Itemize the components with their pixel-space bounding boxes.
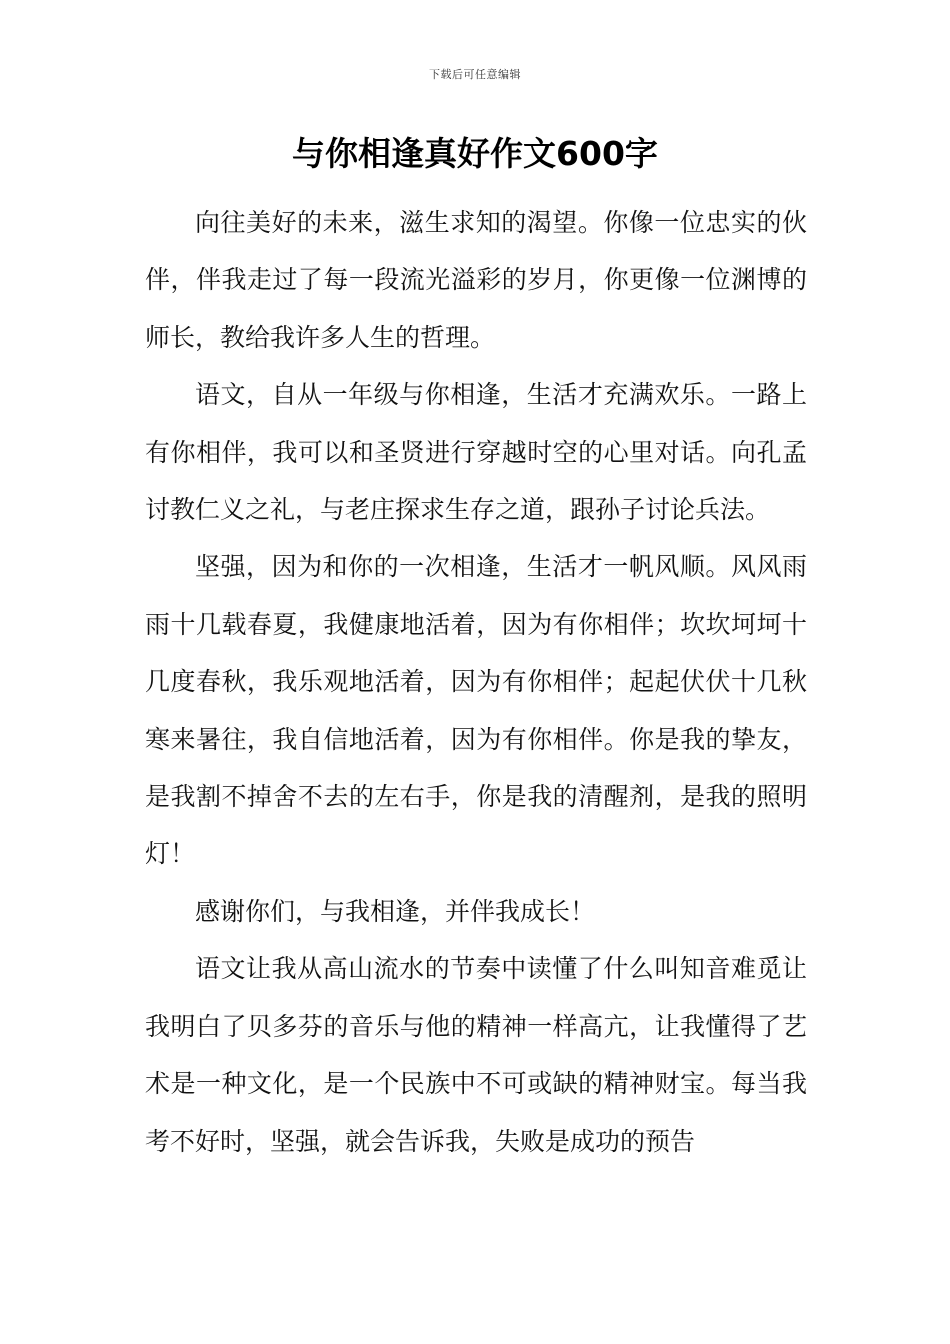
paragraph: 感谢你们，与我相逢，并伴我成长！: [195, 896, 596, 926]
header-note: 下载后可任意编辑: [429, 68, 521, 81]
document-body: [145, 194, 807, 1170]
paragraph: 语文，自从一年级与你相逢，生活才充满欢乐。一路上有你相伴，我可以和圣贤进行穿越时空的心里对话。向孔孟讨教仁义之礼，与老庄探求生存之道，跟孙子讨论兵法。: [145, 380, 807, 525]
document-title: 与你相逢真好作文600字: [292, 134, 658, 173]
paragraph: 向往美好的未来，滋生求知的渴望。你像一位忠实的伙伴，伴我走过了每一段流光溢彩的岁月，你更像一位渊博的师长，教给我许多人生的哲理。: [145, 208, 807, 352]
paragraph: 坚强，因为和你的一次相逢，生活才一帆风顺。风风雨雨十几载春夏，我健康地活着，因为有你相伴；坎坎坷坷十几度春秋，我乐观地活着，因为有你相伴；起起伏伏十几秋寒来暑往，我自信地活着，因为有你相伴。你是我的挚友，是我割不掉舍不去的左右手，你是我的清醒剂，是我的照明灯！: [145, 552, 807, 869]
paragraph: 语文让我从高山流水的节奏中读懂了什么叫知音难觅让我明白了贝多芬的音乐与他的精神一样高亢，让我懂得了艺术是一种文化，是一个民族中不可或缺的精神财宝。每当我考不好时，坚强，就会告诉我，失败是成功的预告: [145, 954, 807, 1156]
